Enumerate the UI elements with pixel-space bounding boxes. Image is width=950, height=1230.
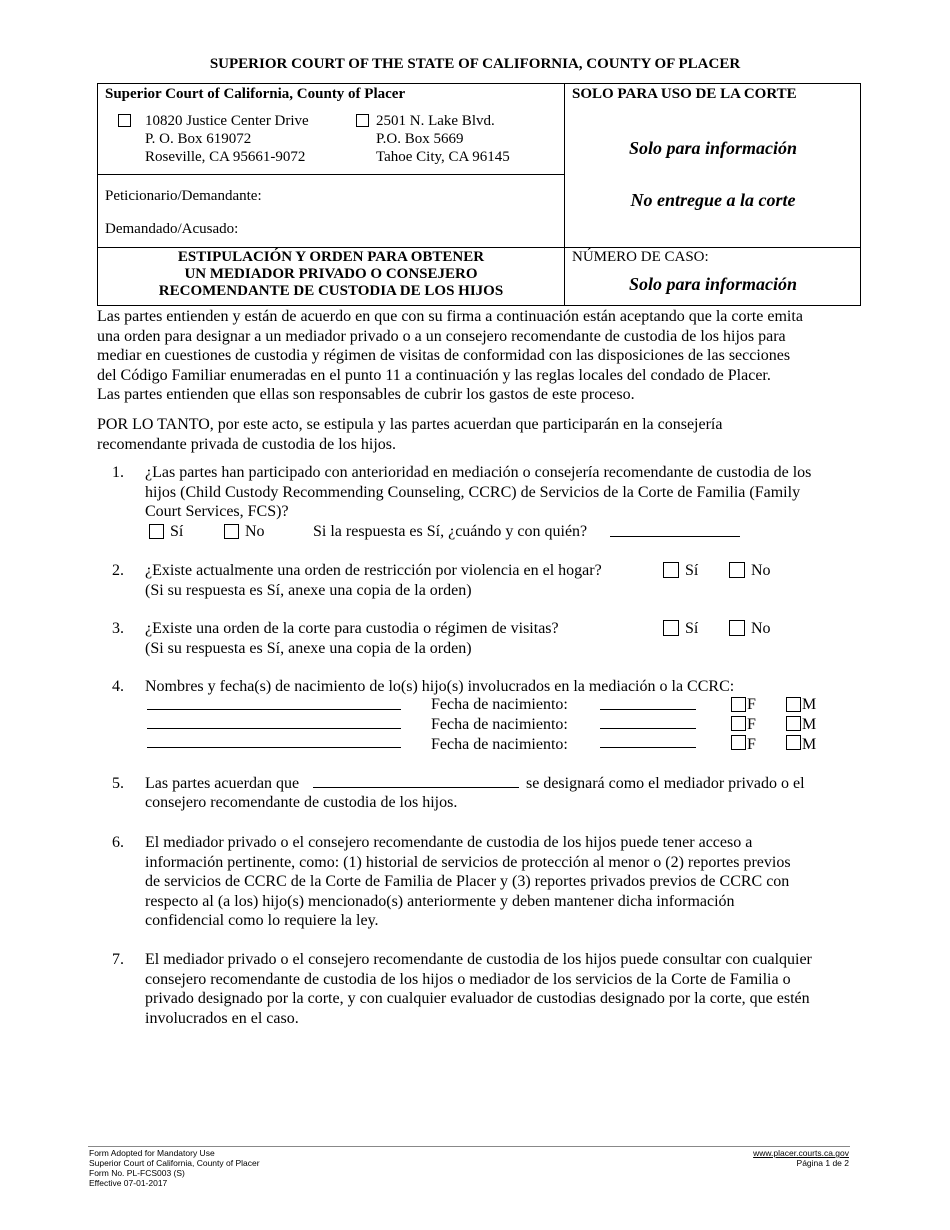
child-female-checkbox[interactable] [731, 716, 746, 731]
child-male-checkbox[interactable] [786, 697, 801, 712]
dob-label: Fecha de nacimiento: [431, 736, 568, 753]
text-line: Las partes entienden y están de acuerdo en que con su firma a continuación están aceptando que la corte emita [97, 308, 803, 325]
text-line: información pertinente, como: (1) historial de servicios de protección al menor o (2) reportes previos [145, 853, 791, 871]
female-label: F [747, 716, 756, 733]
female-label: F [747, 736, 756, 753]
no-label: No [751, 620, 771, 637]
item-2-no-checkbox[interactable] [729, 562, 745, 578]
footer-rule [88, 1146, 850, 1147]
child-dob-field[interactable] [600, 709, 696, 710]
text-line: ¿Existe una orden de la corte para custodia o régimen de visitas? [145, 620, 559, 637]
text-line: ¿Existe actualmente una orden de restricción por violencia en el hogar? [145, 562, 602, 579]
text-line: del Código Familiar enumeradas en el punto 11 a continuación y las reglas locales del condado de Placer. [97, 366, 771, 384]
address-roseville [145, 112, 309, 166]
no-label: No [751, 562, 771, 579]
court-name: Superior Court of California, County of Placer [105, 86, 406, 102]
item-number: 6. [112, 834, 124, 851]
page-number: Página 1 de 2 [796, 1158, 849, 1168]
do-not-file-stamp: No entregue a la corte [630, 190, 796, 210]
item-5-before: Las partes acuerdan que [145, 775, 300, 792]
item-1-question [145, 463, 811, 522]
item-5-after: se designará como el mediador privado o el [526, 775, 805, 792]
item-number: 1. [112, 464, 124, 481]
dob-label: Fecha de nacimiento: [431, 716, 568, 733]
item-1-yes-checkbox[interactable] [149, 524, 164, 539]
form-title-line: UN MEDIADOR PRIVADO O CONSEJERO [184, 266, 478, 282]
text-line: involucrados en el caso. [145, 1009, 299, 1027]
child-dob-field[interactable] [600, 747, 696, 748]
address-line: P.O. Box 5669 [376, 131, 464, 147]
child-name-field[interactable] [147, 728, 401, 729]
item-number: 7. [112, 951, 124, 968]
footer-line: Superior Court of California, County of Placer [89, 1158, 260, 1168]
text-line: privado designado por la corte, y con cualquier evaluador de custodias designado por la corte, que estén [145, 990, 810, 1007]
item-number: 2. [112, 562, 124, 579]
text-line: Court Services, FCS)? [145, 503, 289, 520]
text-line: (Si su respuesta es Sí, anexe una copia de la orden) [145, 581, 472, 599]
caption-divider-left [97, 174, 565, 175]
item-7-text [145, 950, 812, 1028]
text-line: respecto al (a los) hijo(s) mencionado(s) anteriormente y deben mantener dicha información [145, 892, 735, 910]
address-line: 2501 N. Lake Blvd. [376, 113, 495, 129]
female-label: F [747, 696, 756, 713]
item-number: 3. [112, 620, 124, 637]
form-title [97, 249, 565, 300]
item-2-yes-checkbox[interactable] [663, 562, 679, 578]
address-line: 10820 Justice Center Drive [145, 113, 309, 129]
case-number-value: Solo para información [628, 274, 798, 294]
address-tahoe [376, 112, 510, 166]
item-2-question [145, 561, 602, 600]
info-only-stamp: Solo para información [628, 138, 798, 158]
petitioner-label: Peticionario/Demandante: [105, 188, 262, 204]
child-dob-field[interactable] [600, 728, 696, 729]
court-use-label: SOLO PARA USO DE LA CORTE [572, 86, 797, 102]
child-male-checkbox[interactable] [786, 716, 801, 731]
intro-paragraph-2 [97, 415, 722, 454]
male-label: M [802, 736, 817, 753]
child-female-checkbox[interactable] [731, 697, 746, 712]
male-label: M [802, 716, 817, 733]
item-1-no-checkbox[interactable] [224, 524, 239, 539]
item-number: 5. [112, 775, 124, 792]
mediator-name-field[interactable] [313, 787, 519, 788]
item-4-question: Nombres y fecha(s) de nacimiento de lo(s) hijo(s) involucrados en la mediación o la CCRC: [145, 678, 735, 695]
address-line: Roseville, CA 95661-9072 [145, 149, 306, 165]
item-3-question [145, 619, 559, 658]
text-line: POR LO TANTO, por este acto, se estipula y las partes acuerdan que participarán en la consejería [97, 416, 723, 433]
text-line: (Si su respuesta es Sí, anexe una copia de la orden) [145, 639, 472, 657]
yes-label: Sí [685, 620, 699, 637]
address-roseville-checkbox[interactable] [118, 114, 131, 127]
intro-paragraph-1 [97, 307, 803, 405]
caption-divider-full [97, 247, 861, 248]
footer-form-info [89, 1148, 260, 1188]
text-line: una orden para designar a un mediador privado o a un consejero recomendante de custodia de los hijos para [97, 327, 786, 345]
text-line: mediar en cuestiones de custodia y régimen de visitas de conformidad con las disposiciones de las secciones [97, 347, 791, 364]
child-female-checkbox[interactable] [731, 735, 746, 750]
text-line: consejero recomendante de custodia de los hijos o mediador de los servicios de la Corte de Familia o [145, 970, 791, 988]
text-line: de servicios de CCRC de la Corte de Familia de Placer y (3) reportes privados previos de CCRC con [145, 873, 790, 890]
item-5-line2: consejero recomendante de custodia de los hijos. [145, 794, 458, 811]
respondent-label: Demandado/Acusado: [105, 221, 239, 237]
item-6-text [145, 833, 791, 931]
address-line: P. O. Box 619072 [145, 131, 252, 147]
item-number: 4. [112, 678, 124, 695]
text-line: ¿Las partes han participado con anterioridad en mediación o consejería recomendante de custodia de los [145, 464, 812, 481]
child-name-field[interactable] [147, 709, 401, 710]
yes-label: Sí [170, 523, 184, 540]
court-header: SUPERIOR COURT OF THE STATE OF CALIFORNIA, COUNTY OF PLACER [209, 56, 741, 72]
footer-right [753, 1148, 849, 1168]
footer-line: Form Adopted for Mandatory Use [89, 1148, 215, 1158]
text-line: El mediador privado o el consejero recomendante de custodia de los hijos puede consultar con cualquier [145, 951, 812, 968]
text-line: Las partes entienden que ellas son responsables de cubrir los gastos de este proceso. [97, 386, 635, 403]
text-line: hijos (Child Custody Recommending Counseling, CCRC) de Servicios de la Corte de Familia (Family [145, 483, 801, 501]
case-number-label: NÚMERO DE CASO: [572, 249, 709, 265]
male-label: M [802, 696, 817, 713]
text-line: El mediador privado o el consejero recomendante de custodia de los hijos puede tener acceso a [145, 834, 753, 851]
address-tahoe-checkbox[interactable] [356, 114, 369, 127]
court-website-link[interactable]: www.placer.courts.ca.gov [753, 1148, 849, 1158]
dob-label: Fecha de nacimiento: [431, 696, 568, 713]
footer-line: Form No. PL-FCS003 (S) [89, 1168, 185, 1178]
text-line: recomendante privada de custodia de los hijos. [97, 435, 397, 453]
child-male-checkbox[interactable] [786, 735, 801, 750]
footer-line: Effective 07-01-2017 [89, 1178, 168, 1188]
no-label: No [245, 523, 265, 540]
item-3-yes-checkbox[interactable] [663, 620, 679, 636]
child-name-field[interactable] [147, 747, 401, 748]
item-1-followup-field[interactable] [610, 536, 740, 537]
address-line: Tahoe City, CA 96145 [376, 149, 510, 165]
form-title-line: ESTIPULACIÓN Y ORDEN PARA OBTENER [177, 249, 485, 265]
item-1-followup-label: Si la respuesta es Sí, ¿cuándo y con quién? [313, 523, 588, 540]
item-3-no-checkbox[interactable] [729, 620, 745, 636]
yes-label: Sí [685, 562, 699, 579]
form-title-line: RECOMENDANTE DE CUSTODIA DE LOS HIJOS [158, 283, 504, 299]
text-line: confidencial como lo requiere la ley. [145, 912, 379, 929]
